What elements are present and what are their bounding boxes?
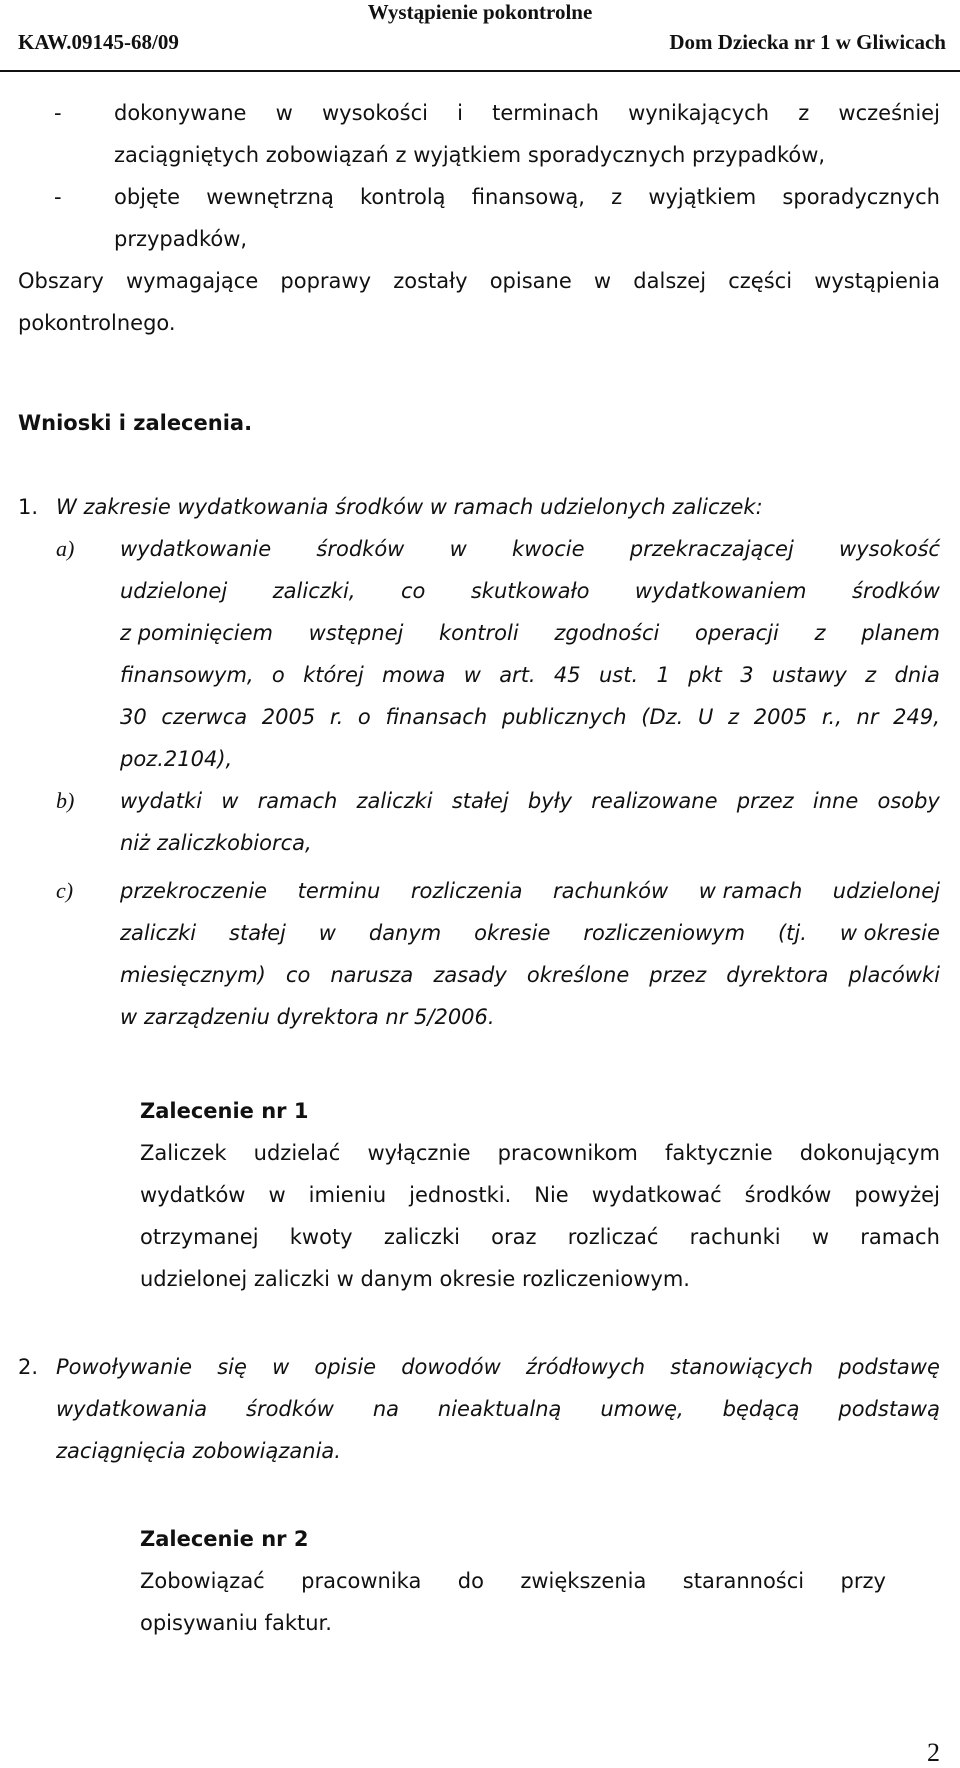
page-number: 2 [927, 1738, 940, 1767]
word: z [798, 101, 810, 125]
word: w [449, 537, 467, 561]
word: środków [852, 579, 940, 603]
word: opisane [489, 269, 572, 293]
word: opisie [314, 1355, 377, 1379]
word: okresie [474, 921, 551, 945]
word: terminach [492, 101, 599, 125]
section-heading: Wnioski i zalecenia. [18, 411, 253, 435]
rec2-line1 [140, 1560, 886, 1602]
word: 30 [120, 705, 147, 729]
bullet-dash: - [54, 185, 62, 209]
recommendation-heading: Zalecenie nr 1 [140, 1099, 309, 1123]
word: finansową, [471, 185, 585, 209]
word: zaliczki, [272, 579, 356, 603]
reference-number: KAW.09145-68/09 [18, 30, 179, 54]
word: nr [856, 705, 879, 729]
word: w okresie [839, 921, 940, 945]
word: narusza [330, 963, 414, 987]
word: będącą [722, 1397, 800, 1421]
recommendation-heading: Zalecenie nr 2 [140, 1527, 309, 1551]
word: kwocie [512, 537, 585, 561]
word: wynikających [628, 101, 770, 125]
word: podstawę [838, 1355, 940, 1379]
word: finansach [385, 705, 488, 729]
word: kontrolą [360, 185, 446, 209]
word: wymagające [125, 269, 259, 293]
point-c-line2 [120, 912, 940, 954]
word: zaliczki [356, 789, 433, 813]
word: w [272, 1355, 290, 1379]
page-header [0, 0, 960, 74]
word: (Dz. [641, 705, 684, 729]
word: przekraczającej [629, 537, 794, 561]
word: (tj. [777, 921, 807, 945]
word: stanowiących [670, 1355, 814, 1379]
word: dowodów [401, 1355, 501, 1379]
word: z [814, 621, 826, 645]
word: placówki [848, 963, 940, 987]
word: udzielać [253, 1141, 341, 1165]
word: w ramach [698, 879, 803, 903]
word: rachunki [689, 1225, 781, 1249]
word: dokonywane [114, 101, 247, 125]
word: w [811, 1225, 830, 1249]
point-label: b) [56, 788, 75, 813]
word: w [275, 101, 293, 125]
word: Obszary [18, 269, 104, 293]
word: rozliczeniowym [583, 921, 746, 945]
intro-paragraph-line1 [18, 260, 940, 302]
word: środków [316, 537, 405, 561]
rec1-line4: udzielonej zaliczki w danym okresie rozliczeniowym. [140, 1267, 690, 1291]
word: wydatków [140, 1183, 246, 1207]
word: wydatkować [591, 1183, 722, 1207]
point-c-line1 [120, 870, 940, 912]
word: otrzymanej [140, 1225, 259, 1249]
word: realizowane [591, 789, 718, 813]
word: miesięcznym) [120, 963, 266, 987]
word: kwoty [289, 1225, 353, 1249]
word: faktycznie [664, 1141, 773, 1165]
word: umowę, [600, 1397, 684, 1421]
item2-line3: zaciągnięcia zobowiązania. [56, 1439, 341, 1463]
word: i [457, 101, 463, 125]
word: dokonującym [799, 1141, 940, 1165]
intro-paragraph-line2: pokontrolnego. [18, 311, 176, 335]
word: z pominięciem [120, 621, 273, 645]
word: wyłącznie [367, 1141, 471, 1165]
word: wysokość [839, 537, 940, 561]
word: mowa [382, 663, 446, 687]
document-title: Wystąpienie pokontrolne [367, 0, 593, 24]
word: środków [246, 1397, 334, 1421]
word: z [728, 705, 740, 729]
word: r., [821, 705, 842, 729]
word: 1 [656, 663, 670, 687]
word: skutkowało [470, 579, 590, 603]
word: w [268, 1183, 286, 1207]
word: przez [649, 963, 707, 987]
word: finansowym, [120, 663, 254, 687]
point-a-line4 [120, 654, 940, 696]
word: wydatkowanie [120, 537, 272, 561]
word: czerwca [161, 705, 248, 729]
word: 45 [553, 663, 581, 687]
word: 249, [893, 705, 940, 729]
word: co [400, 579, 426, 603]
word: przez [736, 789, 794, 813]
word: Powoływanie [56, 1355, 193, 1379]
word: imieniu [308, 1183, 387, 1207]
word: pracownikom [497, 1141, 638, 1165]
word: wstępnej [308, 621, 404, 645]
point-b-line2: niż zaliczkobiorca, [120, 831, 312, 855]
word: powyżej [854, 1183, 940, 1207]
rec2-line2: opisywaniu faktur. [140, 1611, 332, 1635]
word: zostały [393, 269, 468, 293]
word: do [457, 1569, 484, 1593]
word: sporadycznych [782, 185, 940, 209]
word: art. [499, 663, 536, 687]
word: z [865, 663, 877, 687]
word: wystąpienia [814, 269, 940, 293]
word: ramach [257, 789, 338, 813]
word: w [593, 269, 612, 293]
word: wydatkowaniem [634, 579, 807, 603]
word: pkt [688, 663, 722, 687]
organization-name: Dom Dziecka nr 1 w Gliwicach [669, 30, 946, 54]
word: Zaliczek [140, 1141, 227, 1165]
word: dyrektora [726, 963, 829, 987]
word: o [271, 663, 285, 687]
word: zasady [433, 963, 507, 987]
word: objęte [114, 185, 181, 209]
word: Nie [534, 1183, 569, 1207]
word: określone [526, 963, 630, 987]
word: wydatkowania [56, 1397, 208, 1421]
word: udzielonej [120, 579, 228, 603]
word: dnia [894, 663, 940, 687]
bullet2-line1 [114, 176, 940, 218]
bullet1-line1 [114, 92, 940, 134]
word: na [372, 1397, 400, 1421]
word: środków [744, 1183, 832, 1207]
word: części [728, 269, 793, 293]
word: rozliczenia [410, 879, 523, 903]
word: planem [861, 621, 940, 645]
word: 3 [740, 663, 754, 687]
item1-title: W zakresie wydatkowania środków w ramach udzielonych zaliczek: [56, 495, 763, 519]
word: wcześniej [838, 101, 940, 125]
rec1-line2 [140, 1174, 940, 1216]
word: ustawy [771, 663, 847, 687]
point-a-line6: poz.2104), [120, 747, 233, 771]
bullet1-line2: zaciągniętych zobowiązań z wyjątkiem sporadycznych przypadków, [114, 143, 826, 167]
word: w [463, 663, 481, 687]
point-label: a) [56, 536, 75, 561]
word: źródłowych [525, 1355, 646, 1379]
word: stałej [229, 921, 286, 945]
word: Zobowiązać [140, 1569, 265, 1593]
word: poprawy [280, 269, 372, 293]
word: nieaktualną [437, 1397, 562, 1421]
word: przekroczenie [120, 879, 268, 903]
word: przy [840, 1569, 886, 1593]
word: ust. [598, 663, 639, 687]
point-label: c) [56, 878, 74, 903]
header-rule [0, 70, 960, 72]
word: wewnętrzną [206, 185, 334, 209]
word: 2005 [753, 705, 808, 729]
word: z [611, 185, 623, 209]
word: osoby [877, 789, 940, 813]
item2-line2 [56, 1388, 940, 1430]
bullet2-line2: przypadków, [114, 227, 248, 251]
word: inne [812, 789, 859, 813]
word: ramach [860, 1225, 940, 1249]
word: wyjątkiem [648, 185, 757, 209]
word: zwiększenia [520, 1569, 647, 1593]
word: rachunków [553, 879, 669, 903]
word: w [318, 921, 336, 945]
word: stałej [451, 789, 509, 813]
item-number: 1. [18, 495, 39, 519]
bullet-dash: - [54, 101, 62, 125]
word: rozliczać [567, 1225, 659, 1249]
word: publicznych [501, 705, 627, 729]
word: w [221, 789, 239, 813]
point-b-line1 [120, 780, 940, 822]
point-a-line1 [120, 528, 940, 570]
rec1-line1 [140, 1132, 940, 1174]
rec1-line3 [140, 1216, 940, 1258]
point-a-line3 [120, 612, 940, 654]
word: zaliczki [120, 921, 197, 945]
word: były [527, 789, 573, 813]
word: terminu [297, 879, 381, 903]
word: udzielonej [832, 879, 940, 903]
word: jednostki. [409, 1183, 512, 1207]
word: staranności [682, 1569, 805, 1593]
point-a-line2 [120, 570, 940, 612]
word: zgodności [554, 621, 660, 645]
point-c-line4: w zarządzeniu dyrektora nr 5/2006. [120, 1005, 495, 1029]
word: zaliczki [383, 1225, 460, 1249]
word: której [303, 663, 364, 687]
word: U [698, 705, 714, 729]
word: pracownika [301, 1569, 422, 1593]
item2-line1 [56, 1346, 940, 1388]
word: r. [329, 705, 344, 729]
word: wysokości [321, 101, 428, 125]
word: o [357, 705, 371, 729]
word: wydatki [120, 789, 203, 813]
word: się [217, 1355, 247, 1379]
word: podstawą [838, 1397, 940, 1421]
word: kontroli [438, 621, 519, 645]
word: operacji [695, 621, 779, 645]
word: co [285, 963, 311, 987]
word: danym [368, 921, 442, 945]
item-number: 2. [18, 1355, 39, 1379]
word: dalszej [633, 269, 707, 293]
word: oraz [491, 1225, 537, 1249]
point-a-line5 [120, 696, 940, 738]
word: 2005 [261, 705, 316, 729]
point-c-line3 [120, 954, 940, 996]
